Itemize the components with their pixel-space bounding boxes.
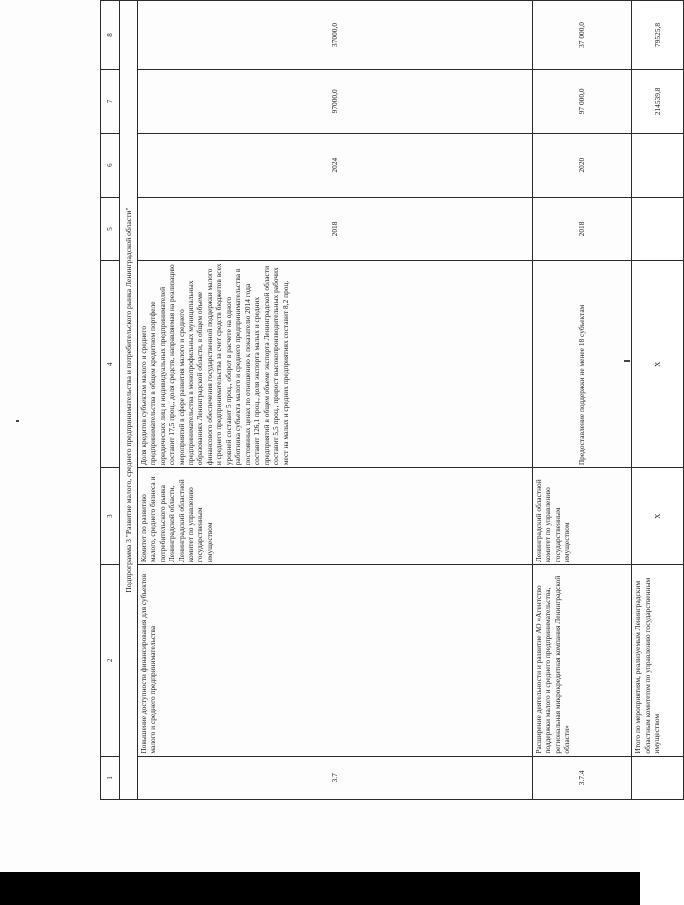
row-year-end: 2020 — [532, 133, 632, 197]
table-row-3-7 — [137, 1, 532, 800]
col-number-4: 4 — [101, 261, 120, 468]
row-number: 3.7.4 — [532, 756, 632, 799]
row-activity: Итого по мероприятиям, реализуемым Ленинградским областным комитетом по управлению государственным имуществом — [632, 565, 684, 756]
row-executor: Комитет по развитию малого, среднего бизнеса и потребительского рынка Ленинградской области, Ленинградский областной комитет по управлению государственным имуществом — [137, 468, 532, 565]
row-executor: Ленинградский областной комитет по управлению государственным имуществом — [532, 468, 632, 565]
col-number-5: 5 — [101, 197, 120, 261]
subprogram-row — [120, 1, 137, 800]
row-year-start — [632, 197, 684, 261]
col-number-1: 1 — [101, 756, 120, 799]
row-indicators: Доля кредитов субъектам малого и среднего предпринимательства в общем кредитном портфеле юридических лиц и индивидуальных предпринимателей составит 17,5 проц., доля средств, направляемая на реализацию мероприятий в сфере развития малого и среднего предпринимательства в монопрофильных муниципальных образованиях Ленинградской области, в общем объеме финансового обеспечения государственной поддержки малого и среднего предпринимательства за счет средств бюджетов всех уровней составит 5 проц., оборот в расчете на одного работника субъекта малого и среднего предпринимательства в постоянных ценах по отношению к показателю 2014 года составит 126,1 проц., доля экспорта малых и средних предприятий в общем объеме экспорта Ленинградской области составит 5,5 проц., прирост высокопроизводительных рабочих мест на малых и средних предприятиях составит 8,2 проц. — [137, 261, 532, 468]
row-year-start: 2018 — [532, 197, 632, 261]
row-year-end — [632, 133, 684, 197]
row-amount-col7: 214539,8 — [632, 69, 684, 133]
col-number-6: 6 — [101, 133, 120, 197]
scan-mark — [624, 360, 630, 362]
row-amount-col8: 79525,8 — [632, 1, 684, 70]
row-number — [632, 756, 684, 799]
row-amount-col8: 37 000,0 — [532, 1, 632, 70]
column-number-row — [101, 1, 120, 800]
scan-mark — [16, 420, 19, 422]
table-row-total — [632, 1, 684, 800]
row-executor: Х — [632, 468, 684, 565]
row-activity: Расширение деятельности и развитие АО «Агентство поддержки малого и среднего предпринимательства, региональная микрокредитная компания Ленинградской области» — [532, 565, 632, 756]
row-amount-col8: 37000,0 — [137, 1, 532, 70]
row-year-end: 2024 — [137, 133, 532, 197]
program-table — [100, 0, 684, 800]
scan-border — [0, 872, 640, 905]
col-number-7: 7 — [101, 69, 120, 133]
table-row-3-7-4 — [532, 1, 632, 800]
col-number-2: 2 — [101, 565, 120, 756]
row-indicators: Х — [632, 261, 684, 468]
row-activity: Повышение доступности финансирования для субъектов малого и среднего предпринимательства — [137, 565, 532, 756]
row-amount-col7: 97 000,0 — [532, 69, 632, 133]
row-indicators: Предоставление поддержки не менее 18 субъектам — [532, 261, 632, 468]
col-number-8: 8 — [101, 1, 120, 70]
subprogram-title: Подпрограмма 3 "Развитие малого, среднего предпринимательства и потребительского рынка Ленинградской области" — [120, 1, 137, 800]
row-number: 3.7 — [137, 756, 532, 799]
row-amount-col7: 97000,0 — [137, 69, 532, 133]
col-number-3: 3 — [101, 468, 120, 565]
row-year-start: 2018 — [137, 197, 532, 261]
